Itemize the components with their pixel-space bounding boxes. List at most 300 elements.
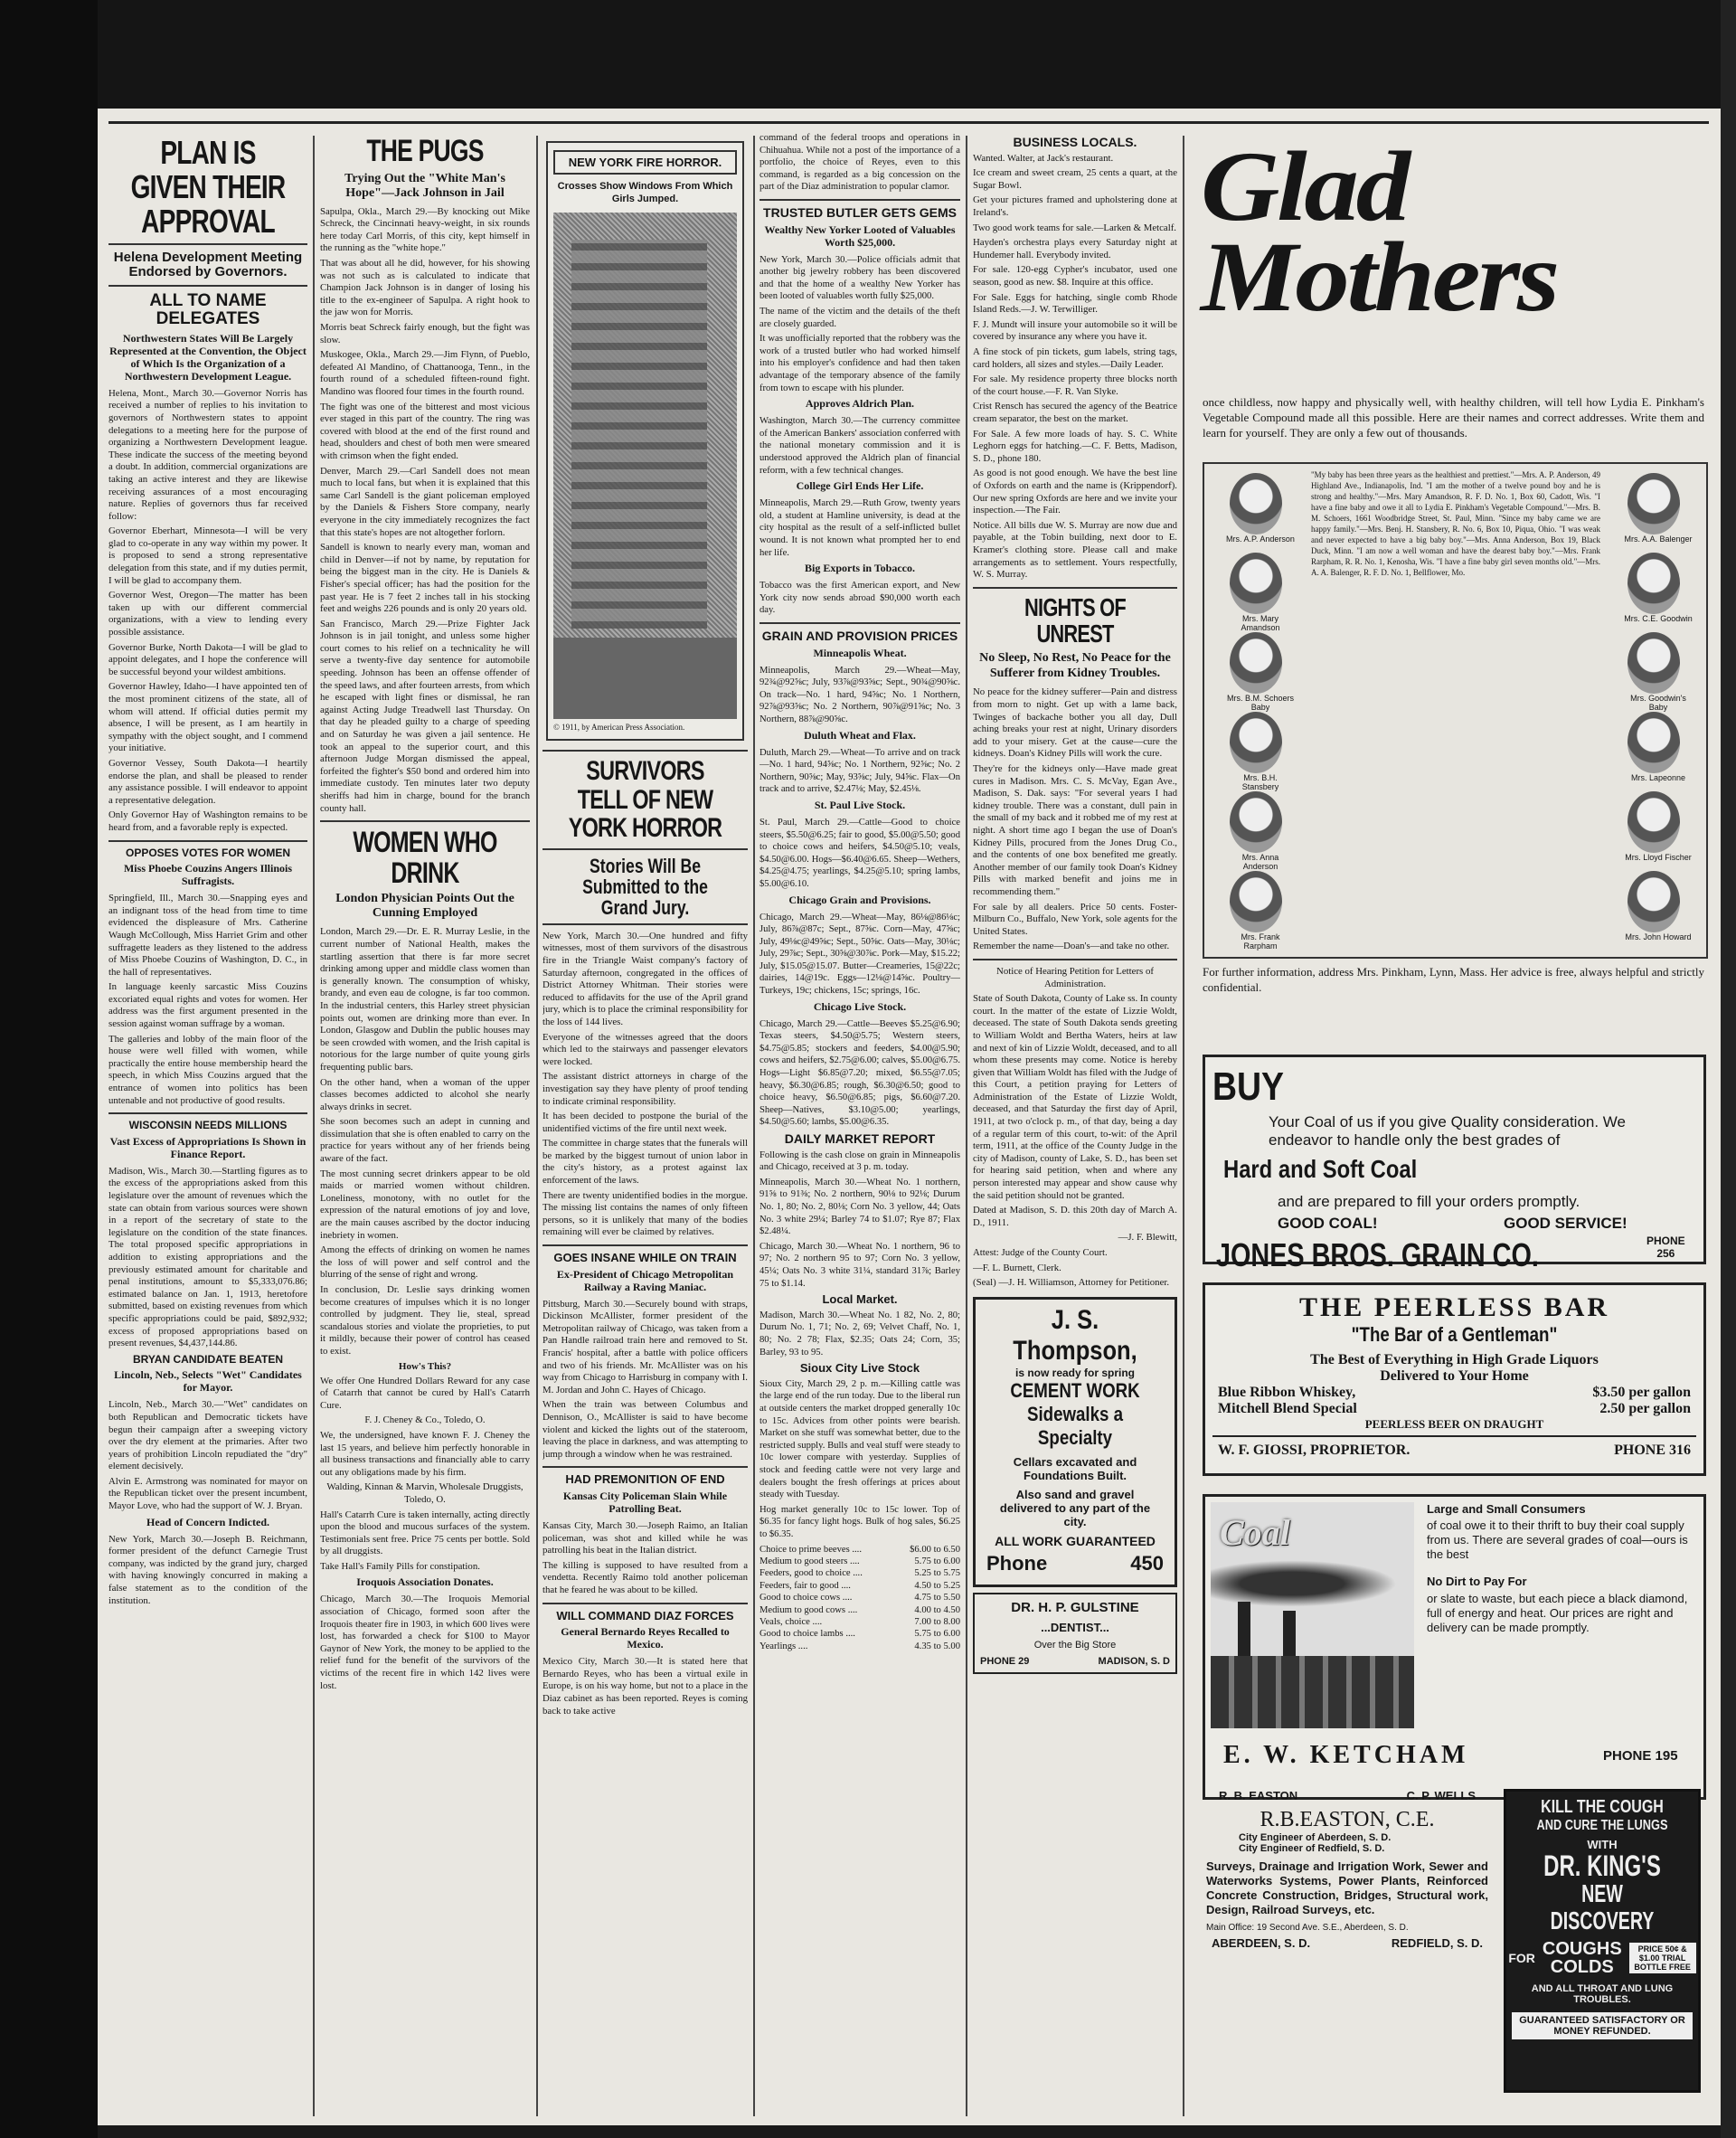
article-text: F. J. Cheney & Co., Toledo, O. <box>364 1414 486 1426</box>
ad-business-name: E. W. KETCHAM <box>1223 1741 1469 1769</box>
local-item: Notice. All bills due W. S. Murray are now due and payable, at the Tobin building, next door to E. Kramer's clothing store. Please call and make arrangements as to settlement. Yours respectfully, W. S. Murray. <box>973 519 1177 581</box>
ad-business-name: JONES BROS. GRAIN CO. <box>1216 1236 1539 1273</box>
divider <box>320 820 530 822</box>
divider <box>542 1603 748 1604</box>
local-item: Hayden's orchestra plays every Saturday night at Hundemer hall. Everybody invited. <box>973 237 1177 260</box>
ad-text: Your Coal of us if you give Quality consideration. We endeavor to handle only the best grades of <box>1269 1113 1626 1149</box>
price-item: Choice to prime beeves .... <box>760 1544 862 1555</box>
article-text: Madison, Wis., March 30.—Startling figures as to the excess of the appropriations asked from this legislature over the amount of revenues which the state can obtain from various sources were shown in a report of the secretary of state to the legislature on the condition of the state finances. The total proposed specific appropriations in addition to existing appropriations and the previously estimated amount for charitable and penal institutions, amount to $5,333,076.86; estimated balance on Jan. 1, 1913, heretofore submitted, based on existing revenues from which specific appropriations could be paid, $892,932; excess of proposed appropriations based on present revenues, $4,437,144.86. <box>108 1165 307 1349</box>
article-text: Helena, Mont., March 30.—Governor Norris has received a number of replies to his invitation to governors of Northwestern states to appoint delegations to a meeting here for the purpose of organizing a Northwestern Development league. These indicate the success of the meeting beyond a doubt. In addition, commercial organizations are taking an active interest and they are likewise receiving assurances of a most encouraging nature. Replies of governors thus far received follow: <box>108 387 307 522</box>
headline: TRUSTED BUTLER GETS GEMS <box>763 204 957 220</box>
legal-notice-text: —F. L. Burnett, Clerk. <box>973 1262 1061 1273</box>
portrait-caption: Mrs. A.A. Balenger <box>1624 534 1693 544</box>
article-text: On the other hand, when a woman of the upper classes becomes addicted to alcohol she nearly always drinks in secret. <box>320 1076 530 1112</box>
price-value: 4.00 to 4.50 <box>914 1604 960 1615</box>
portrait <box>1628 473 1680 534</box>
article-text: New York, March 30.—Police officials admit that another big jewelry robbery has been discovered and that the home of a wealthy New Yorker has been looted of valuables worth fully $25,000. <box>760 254 960 302</box>
portrait <box>1628 871 1680 932</box>
price-row <box>1212 1385 1696 1401</box>
legal-notice-text: Attest: Judge of the County Court. <box>973 1247 1108 1258</box>
ad-text: City Engineer of Redfield, S. D. <box>1239 1843 1385 1854</box>
ad-text: COUGHS <box>1542 1939 1622 1959</box>
ad-row <box>1506 1940 1698 1976</box>
portrait-caption: Mrs. Lapeonne <box>1630 773 1686 782</box>
column-rule <box>536 136 538 2116</box>
legal-notice-text: Dated at Madison, S. D. this 20th day of March A. D., 1911. <box>973 1205 1177 1228</box>
article-text: Governor Vessey, South Dakota—I heartily endorse the plan, and shall be pleased to render any assistance possible. I will endeavor to appoint a representative delegation. <box>108 757 307 806</box>
ad-city: REDFIELD, S. D. <box>1391 1936 1483 1950</box>
portrait-caption: Mrs. Anna Anderson <box>1241 853 1279 871</box>
ad-text: or slate to waste, but each piece a black diamond, full of energy and heat. Our prices are right and delivery can be made promptly. <box>1427 1592 1688 1634</box>
subheadline: Helena Development Meeting Endorsed by Governors. <box>113 250 303 280</box>
ad-price: PRICE 50¢ & $1.00 TRIAL BOTTLE FREE <box>1629 1943 1696 1973</box>
coal-illustration <box>1211 1502 1414 1728</box>
price-item: Yearlings .... <box>760 1641 808 1651</box>
divider <box>973 587 1177 589</box>
article-text: Everyone of the witnesses agreed that the doors which led to the stairways and passenger elevators were locked. <box>542 1031 748 1067</box>
article-text: Lincoln, Neb., March 30.—"Wet" candidates on both Republican and Democratic tickets have begun their campaign after a sweeping victory over the dry element at the primaries. After two years of prohibition Lincoln repudiated the "dry" element decisively. <box>108 1399 307 1472</box>
ad-phone <box>1646 1235 1685 1260</box>
portrait-caption: Mrs. Lloyd Fischer <box>1625 853 1692 862</box>
market-text: Madison, March 30.—Wheat No. 1 82, No. 2, 80; Durum No. 1, 71; No. 2, 69; Velvet Chaff, No. 1, 80; No. 2 78; Flax, $2.35; Oats 24; Corn, 35; Barley, 93 to 95. <box>760 1310 960 1358</box>
legal-notice-text: (Seal) —J. H. Williamson, Attorney for Petitioner. <box>973 1277 1170 1289</box>
column-rule <box>966 136 967 2116</box>
article-text: Alvin E. Armstrong was nominated for mayor on the Republican ticket over the present incumbent, Mayor Love, who had the support of W. J. Bryan. <box>108 1475 307 1512</box>
ad-text: Also sand and gravel delivered to any part of the city. <box>999 1487 1151 1528</box>
article-text: Kansas City, March 30.—Joseph Raimo, an Italian policeman, was shot and killed while he was patrolling his beat in the Italian district. <box>542 1520 748 1556</box>
photo-caption: Crosses Show Windows From Which Girls Jumped. <box>557 181 733 204</box>
headline: DAILY MARKET REPORT <box>784 1131 936 1146</box>
market-text: Chicago, March 29.—Cattle—Beeves $5.25@6.90; Texas steers, $4.50@5.75; Western steers, $4.75@5.85; stockers and feeders, $4.00@5.90; cows and heifers, $2.75@6.00; calves, $5.00@6.75. Hogs—Light $6.85@7.20; mixed, $6.55@7.05; heavy, $6.30@6.85; rough, $6.30@6.50; good to choice heavy, $6.50@6.85; pigs, $6.60@7.20. Sheep—Natives, $3.10@5.00; yearlings, $4.50@5.60; lambs, $5.00@6.35. <box>760 1018 960 1128</box>
price-row <box>760 1641 960 1652</box>
portrait <box>1230 712 1282 773</box>
article-text: Tobacco was the first American export, and New York city now sends abroad $90,000 worth each day. <box>760 581 960 616</box>
portrait <box>1628 632 1680 694</box>
ad-footer <box>1203 1933 1492 1954</box>
coal-illustration-lettering: Coal <box>1220 1512 1290 1553</box>
ad-text: PEERLESS BEER ON DRAUGHT <box>1364 1417 1544 1431</box>
local-item: For Sale. Eggs for hatching, single comb Rhode Island Reds.—J. W. Terwilliger. <box>973 291 1177 316</box>
column-rule <box>313 136 315 2116</box>
ad-text: City Engineer of Aberdeen, S. D. <box>1239 1832 1392 1843</box>
headline: GRAIN AND PROVISION PRICES <box>761 628 958 643</box>
peerless-bar-ad <box>1203 1282 1706 1476</box>
market-text: Minneapolis, March 30.—Wheat No. 1 northern, 91⅝ to 91⅜; No. 2 northern, 90⅛ to 92⅛; Durum No. 1, 80; No. 2, 80⅛; Corn No. 3 yellow, 44; Oats No. 3 white 29¼; Barley 74 to $1.07; Rye 87; Flax $2.48¼. <box>760 1177 960 1237</box>
testimonial-text: "My baby has been three years as the healthiest and prettiest."—Mrs. A. P. Anderson, 49 Highland Ave., Indianapolis, Ind. "I am the mother of a twelve pound boy and he is strong and healthy."—Mrs. Mary Amandson, R. F. D. No. 1, Box 60, Cadott, Wis. "I have a fine baby and owe it all to Lydia E. Pinkham's Vegetable Compound."—Mrs. B. M. Schoers, 1661 Woodbridge Street, St. Paul, Minn. "Since my baby came we are happy family."—Mrs. Benj. H. Stansbery, R. No. 6, Box 10, Piqua, Ohio. "I was weak and never expected to have a big baby boy."—Mrs. Anna Anderson, Box 19, Black Duck, Minn. "I am now a well woman and have the dearest baby boy."—Mrs. Frank Rarpham, R. R. No. 1, Kenosha, Wis. "I have a fine baby girl seven months old."—Mrs. A. A. Balenger, R. F. D. No. 1, Bellflower, Mo. <box>1311 470 1600 577</box>
ad-text: No Dirt to Pay For <box>1427 1575 1527 1588</box>
article-text: Governor Burke, North Dakota—I will be glad to appoint delegates, and I hope the conference will be successful beyond your wildest ambitions. <box>108 641 307 677</box>
ad-text: Sidewalks a Specialty <box>1026 1402 1124 1449</box>
ad-headline: NEW DISCOVERY <box>1550 1879 1655 1935</box>
price-value: $6.00 to 6.50 <box>910 1544 960 1555</box>
article-text: It has been decided to postpone the burial of the unidentified victims of the fire until next week. <box>542 1111 748 1134</box>
market-text: Chicago, March 29.—Wheat—May, 86⅛@86⅛c; July, 86⅞@87c; Sept., 87⅝c. Corn—May, 47⅝c; July, 49⅛c@49⅝c; Sept., 50⅝c. Oats—May, 30⅛c; July, 29⅞c; Sept., 30⅝@30⅞c. Pork—May, $15.22; July, $15.05@15.07. Butter—Creameries, 15@22c; dairies, 14@19c. Eggs—12⅛@14⅝c. Poultry—Turkeys, 19c; chickens, 15c; springs, 16c. <box>760 912 960 997</box>
ad-text: FOR <box>1508 1951 1535 1965</box>
price-item: Medium to good steers .... <box>760 1556 860 1566</box>
article-text: New York, March 30.—Joseph B. Reichmann, former president of the defunct Carnegie Trust company, was indicted by the grand jury, charged with having knowingly concurred in making a false statement as to the condition of the institution. <box>108 1533 307 1606</box>
article-text: Denver, March 29.—Carl Sandell does not mean much to local fans, but when it is explained that this same Carl Sandell is the giant policeman employed by the Daniels & Fishers Store company, nearly everyone in the city immediately recognizes the fact that this state's hopes are not altogether forlorn. <box>320 465 530 538</box>
portrait <box>1230 791 1282 853</box>
article-text: There are twenty unidentified bodies in the morgue. The missing list contains the names of only fifteen persons, so it is unlikely that many of the bodies remaining will ever be claimed by relatives. <box>542 1189 748 1238</box>
article-text: We, the undersigned, have known F. J. Cheney the last 15 years, and believe him perfectly honorable in all business transactions and financially able to carry out any obligations made by his firm. <box>320 1429 530 1478</box>
article-text: Washington, March 30.—The currency committee of the American Bankers' association conferred with the national monetary commission and it is understood approved the Aldrich plan of financial reform, with a few technical changes. <box>760 416 960 476</box>
deck: Stories Will Be Submitted to the Grand Jury. <box>582 854 708 919</box>
subhead: Approves Aldrich Plan. <box>805 397 915 411</box>
legal-notice-title: Notice of Hearing Petition for Letters of Administration. <box>996 965 1154 989</box>
headline: NIGHTS OF UNREST <box>1024 592 1126 648</box>
article-text: The assistant district attorneys in charge of the investigation say they have plenty of proof tending to indicate criminal responsibility. <box>542 1071 748 1107</box>
deck: London Physician Points Out the Cunning Employed <box>335 892 514 921</box>
thompson-ad <box>973 1297 1177 1587</box>
photo-title: NEW YORK FIRE HORROR. <box>553 150 737 175</box>
ad-title: Glad Mothers <box>1201 132 1557 332</box>
article-text: Governor Hawley, Idaho—I have appointed ten of the most prominent citizens of the state, all of whom will attend. If official duties permit my absence, I will be present, as I am heartily in sympathy with the object sought, and I commend your initiative. <box>108 681 307 754</box>
scan-left-border <box>0 0 98 2138</box>
price-row <box>760 1556 960 1567</box>
article-text: When the train was between Columbus and Dennison, O., McAllister is said to have become violent and kicked the lights out of the stateroom, leaving the place in darkness, and was attempting to jump through a window when he was restrained. <box>542 1399 748 1460</box>
deck: Kansas City Policeman Slain While Patrolling Beat. <box>562 1490 728 1516</box>
fire-building-photo <box>553 213 737 719</box>
market-text: Hog market generally 10c to 15c lower. Top of $6.35 for fancy light hogs. Bulk of hog sales, $6.25 to $6.35. <box>760 1504 960 1539</box>
deck: Wealthy New Yorker Looted of Valuables Worth $25,000. <box>764 222 956 249</box>
article-text: command of the federal troops and operations in Chihuahua. While not a post of the importance of a portfolio, the choice of Reyes, even to this command, is regarded as a big concession on the part of the Diaz administration to popular clamor. <box>760 133 960 193</box>
article-text: The most cunning secret drinkers appear to be old maids or married women without children. Loneliness, monotony, with no outlet for the expression of the natural emotions of joy and love, are the main causes ascribed by the doctor inducing inebriety in women. <box>320 1168 530 1241</box>
article-text: She soon becomes such an adept in cunning and dissimulation that she is often enabled to carry on the practice for years without any of her friends being aware of the fact. <box>320 1116 530 1165</box>
article-text: Muskogee, Okla., March 29.—Jim Flynn, of Pueblo, defeated Al Mandino, of Chattanooga, Tenn., in the fourth round of a scheduled fifteen-round fight. Mandino was floored four times in the fourth round. <box>320 349 530 397</box>
market-text: Minneapolis, March 29.—Wheat—May, 92¾@92⅝c; July, 93⅞@93⅝c; Sept., 90¾@90⅝c. On track—No. 1 hard, 94⅝c; No. 1 Northern, 92⅞@93⅝c; No. 2 Northern, 90⅞@91⅝c; No. 3 Northern, 88⅞@90⅝c. <box>760 665 960 724</box>
price-item: Veals, choice .... <box>760 1617 823 1628</box>
headline: GOES INSANE WHILE ON TRAIN <box>553 1251 737 1265</box>
article-text: Hall's Catarrh Cure is taken internally, acting directly upon the blood and mucous surfaces of the system. Testimonials sent free. Price 75 cents per bottle. Sold by all druggists. <box>320 1509 530 1557</box>
ad-text: They're for the kidneys only—Have made great cures in Madison. Mrs. C. S. McVay, Egan Ave., Madison, S. Dak. says: "For several years I had kidney trouble. There was a constant, dull pain in the small of my back and it robbed me of my rest at night. A short time ago I began the use of Doan's Kidney Pills, procured from the Jones Drug Co., and the contents of one box benefited me greatly. Another member of our family took Doan's Kidney Pills with marked benefit and joins me in recommending them." <box>973 763 1177 897</box>
portrait-caption: Mrs. John Howard <box>1625 932 1692 941</box>
proprietor: W. F. GIOSSI, PROPRIETOR. <box>1218 1443 1410 1458</box>
subhead: Minneapolis Wheat. <box>813 646 907 659</box>
divider <box>542 923 748 925</box>
price-value: 5.75 to 6.00 <box>914 1629 960 1640</box>
portrait-caption: Mrs. B.H. Stansbery <box>1241 773 1279 791</box>
price-row <box>760 1544 960 1556</box>
price-item: Feeders, fair to good .... <box>760 1580 851 1591</box>
article-text: Sapulpa, Okla., March 29.—By knocking out Mike Schreck, the Cincinnati heavy-weight, in six rounds here today Carl Morris, of this city, kept himself in the running as the "white hope." <box>320 205 530 254</box>
column-1 <box>108 132 307 2117</box>
ad-text: CEMENT WORK <box>1010 1378 1140 1402</box>
ad-text: For sale by all dealers. Price 50 cents. Foster-Milburn Co., Buffalo, New York, sole agents for the United States. <box>973 901 1177 937</box>
ad-city: MADISON, S. D <box>1098 1655 1170 1667</box>
portrait <box>1230 871 1282 932</box>
article-text: New York, March 30.—One hundred and fifty witnesses, most of them survivors of the disastrous fire in the Triangle Waist company's factory of Saturday afternoon, congregated in the offices of District Attorney Whitman. Their stories were reduced to affidavits for the use of the April grand jury, which is to place the criminal responsibility for the loss of 144 lives. <box>542 930 748 1027</box>
market-text: Sioux City, March 29, 2 p. m.—Killing cattle was the large end of the run today. Due to the liberal run at outside centers the market dropped generally 10c to 15c. Advices from other points were bearish. Market on she stuff was somewhat better, due to the restricted supply. Bulls and veal stuff were steady to 10c lower compare with yesterday. Supplies of stock and feeding cattle were not very large and dealers bought the fresh offerings at prices about steady with Tuesday. <box>760 1378 960 1500</box>
price-row <box>1212 1401 1696 1417</box>
divider <box>542 1244 748 1246</box>
local-item: Ice cream and sweet cream, 25 cents a quart, at the Sugar Bowl. <box>973 167 1177 191</box>
headline: SURVIVORS TELL OF NEW YORK HORROR <box>568 756 722 843</box>
column-rule <box>1183 136 1184 2116</box>
headline: WISCONSIN NEEDS MILLIONS <box>128 1119 288 1132</box>
item-price: $3.50 per gallon <box>1592 1385 1691 1400</box>
deck: Trying Out the "White Man's Hope"—Jack Johnson in Jail <box>344 171 505 200</box>
photo-box <box>546 141 744 741</box>
price-row <box>760 1580 960 1592</box>
subhead: St. Paul Live Stock. <box>814 798 906 811</box>
local-item: For sale. My residence property three blocks north of the court house.—F. R. Van Slyke. <box>973 374 1177 397</box>
market-text: Following is the cash close on grain in Minneapolis and Chicago, received at 3 p. m. today. <box>760 1149 960 1173</box>
local-item: A fine stock of pin tickets, gum labels, string tags, card holders, all sizes and styles.—Daily Leader. <box>973 346 1177 370</box>
ad-text: GOOD SERVICE! <box>1504 1215 1628 1232</box>
price-value: 4.35 to 5.00 <box>914 1641 960 1651</box>
price-item: Medium to good cows .... <box>760 1604 858 1615</box>
phone-number: 256 <box>1656 1247 1675 1260</box>
local-item: Wanted. Walter, at Jack's restaurant. <box>973 152 1114 164</box>
ad-text: of coal owe it to their thrift to buy their coal supply from us. There are several grades of coal—ours is the best <box>1427 1518 1688 1561</box>
portrait <box>1628 791 1680 853</box>
ad-phone: PHONE 316 <box>1614 1443 1691 1458</box>
legal-notice-text: —J. F. Blewitt, <box>1118 1232 1177 1244</box>
article-text: The name of the victim and the details of the theft are closely guarded. <box>760 307 960 329</box>
ad-footer <box>1212 1435 1696 1459</box>
article-text: Walding, Kinnan & Marvin, Wholesale Druggists, Toledo, O. <box>326 1481 524 1505</box>
subhead: Head of Concern Indicted. <box>146 1515 269 1528</box>
article-text: In language keenly sarcastic Miss Couzins excoriated equal rights and votes for women. Her address was the first argument presented in the session against woman suffrage by a woman. <box>108 981 307 1030</box>
ad-text: COLDS <box>1550 1957 1614 1977</box>
headline: WOMEN WHO DRINK <box>353 826 497 889</box>
deck: Ex-President of Chicago Metropolitan Railway a Raving Maniac. <box>556 1267 734 1293</box>
ad-business-name: J. S. Thompson, <box>1013 1304 1137 1366</box>
ad-text: Over the Big Store <box>1033 1639 1117 1651</box>
item-name: Blue Ribbon Whiskey, <box>1218 1385 1356 1400</box>
ad-text <box>1543 1940 1622 1976</box>
portrait <box>1628 553 1680 614</box>
divider <box>108 243 307 245</box>
divider <box>108 840 307 842</box>
market-text: Duluth, March 29.—Wheat—To arrive and on track—No. 1 hard, 94⅝c; No. 1 Northern, 92⅝c; No. 2 Northern, 90⅝c; May, 93⅝c; July, 94⅝c. Flax—On track and to arrive, $2.47⅛; May, $2.45⅛. <box>760 747 960 795</box>
divider <box>542 1466 748 1468</box>
ad-text: Large and Small Consumers <box>1427 1502 1586 1516</box>
scan-top-border <box>98 0 1721 109</box>
ad-headline: Hard and Soft Coal <box>1223 1155 1418 1183</box>
newspaper-page <box>98 109 1721 2125</box>
portrait <box>1230 553 1282 614</box>
local-item: F. J. Mundt will insure your automobile so it will be covered by insurance any where you have it. <box>973 318 1177 343</box>
column-3 <box>542 132 748 2117</box>
local-item: Crist Rensch has secured the agency of the Beatrice cream separator, the best on the market. <box>973 401 1177 424</box>
partner-name: R. B. EASTON <box>1219 1789 1298 1802</box>
subhead: Local Market. <box>822 1292 898 1307</box>
ad-guarantee: GUARANTEED SATISFACTORY OR MONEY REFUNDED. <box>1512 2012 1693 2039</box>
deck: Miss Phoebe Couzins Angers Illinois Suffragists. <box>123 862 293 888</box>
market-text: Chicago, March 30.—Wheat No. 1 northern, 96 to 97; No. 2 northern 95 to 97; Corn No. 3 yellow, 45¼; Oats No. 3 white 31¼, standard 31⅞; Barley 75 to $1.14. <box>760 1241 960 1289</box>
price-value: 5.25 to 5.75 <box>914 1568 960 1579</box>
partner-name: C. P. WELLS <box>1406 1789 1476 1802</box>
ad-header <box>1203 1789 1492 1802</box>
price-row <box>760 1592 960 1604</box>
easton-engineer-ad <box>1203 1789 1492 2087</box>
ketcham-coal-ad <box>1203 1494 1706 1800</box>
portrait-caption: Mrs. C.E. Goodwin <box>1624 614 1693 623</box>
divider <box>973 959 1177 960</box>
scan-right-border <box>1721 0 1736 2138</box>
subhead: Sioux City Live Stock <box>799 1361 920 1376</box>
portrait <box>1230 473 1282 534</box>
headline: HAD PREMONITION OF END <box>565 1472 725 1487</box>
subhead: College Girl Ends Her Life. <box>796 479 924 493</box>
ad-phone: PHONE 29 <box>980 1655 1030 1667</box>
deck: Vast Excess of Appropriations Is Shown in Finance Report. <box>109 1134 307 1160</box>
article-text: We offer One Hundred Dollars Reward for any case of Catarrh that cannot be cured by Hall's Catarrh Cure. <box>320 1375 530 1411</box>
subhead: Chicago Grain and Provisions. <box>788 893 931 906</box>
article-text: Governor Eberhart, Minnesota—I will be very glad to co-operate in any way within my power. It is proposed to send a strong representative delegation from this state, and if my duties permit, I will be glad to accompany them. <box>108 525 307 586</box>
subhead: Big Exports in Tobacco. <box>804 562 916 575</box>
ad-business-name: DR. H. P. GULSTINE <box>1011 1599 1139 1615</box>
ad-text: The Best of Everything in High Grade Liquors <box>1310 1352 1599 1367</box>
article-text: That was about all he did, however, for his showing was not such as is calculated to indicate that Champion Jack Johnson is in danger of losing his title to the ex-engineer of Sapulpa. A right hook to the jaw won for Morris. <box>320 258 530 318</box>
portrait-caption: Mrs. Mary Amandson <box>1241 614 1280 632</box>
ad-text: once childless, now happy and physically well, with healthy children, will tell how Lydia E. Pinkham's Vegetable Compound made all this possible. Here are their names and correct addresses. Write them and learn for yourself. They are only a few out of thousands. <box>1203 395 1704 440</box>
price-value: 7.00 to 8.00 <box>914 1617 960 1628</box>
price-item: Feeders, good to choice .... <box>760 1568 863 1579</box>
portrait-caption: Mrs. B.M. Schoers Baby <box>1226 694 1294 712</box>
article-text: Take Hall's Family Pills for constipation. <box>320 1560 480 1572</box>
column-4 <box>760 132 960 2117</box>
local-item: As good is not good enough. We have the best line of Oxfords on earth and the name is (Krippendorf). Our new spring Oxfords are here and we invite your inspection.—The Fair. <box>973 468 1177 516</box>
price-row <box>760 1604 960 1616</box>
column-2 <box>320 132 530 2117</box>
article-text: In conclusion, Dr. Leslie says drinking women become creatures of impulses which it is no longer controlled by judgment. They lie, steal, spread scandalous stories and violate the proprieties, to put it mildly, because their power of control has ceased to exist. <box>320 1284 530 1357</box>
divider <box>760 199 960 201</box>
price-row <box>760 1616 960 1628</box>
portrait <box>1628 712 1680 773</box>
ad-text: GOOD COAL! <box>1278 1215 1378 1232</box>
ad-text: KILL THE COUGH <box>1541 1797 1664 1817</box>
article-text: Among the effects of drinking on women he names the loss of will power and self control and the blurring of the sense of right and wrong. <box>320 1244 530 1281</box>
price-value: 5.75 to 6.00 <box>914 1556 960 1566</box>
market-text: St. Paul, March 29.—Cattle—Good to choice steers, $5.50@6.25; fair to good, $5.00@5.50; good to choice cows and heifers, $4.50@5.10; veals, $4.50@6.00. Hogs—$6.40@6.65. Sheep—Wethers, $4.25@4.75; yearlings, $4.25@5.10; spring lambs, $5.00@6.10. <box>760 817 960 889</box>
article-text: San Francisco, March 29.—Prize Fighter Jack Johnson is in jail tonight, and unless some higher court comes to his relief on a technicality he will serve a twenty-five day sentence for automobile speeding. Johnson has been an offense offender of the speed laws, and after fourteen arrests, from which he escaped with light fines or dismissal, he ran against Acting Judge Treadwell last Thursday. On that day he pleaded guilty to a charge of speeding and on Saturday he was given a jail sentence. He took an appeal to the superior court, and this afternoon Judge Morgan dismissed the appeal, forfeited the fighter's $50 bond and ordered him into immediate custody. Ten minutes later two deputy sheriffs had him in charge, bound for the branch county hall. <box>320 618 530 814</box>
article-text: Chicago, March 30.—The Iroquois Memorial association of Chicago, formed soon after the Iroquois theater fire in 1903, in which 600 lives were lost, has forwarded a check for $100 to Mayor Gaynor of New York, the money to be applied to the relief fund for the benefit of the survivors of the victims of the recent fire in which 142 lives were lost. <box>320 1594 530 1691</box>
divider <box>542 848 748 850</box>
subhead: Iroquois Association Donates. <box>356 1575 494 1589</box>
price-value: 4.50 to 5.25 <box>914 1580 960 1591</box>
article-text: Morris beat Schreck fairly enough, but the fight was slow. <box>320 322 530 345</box>
article-text: Minneapolis, March 29.—Ruth Grow, twenty years old, a student at Hamline university, is dead at the city hospital as the result of a self-inflicted bullet wound. It is not known what prompted her to end her life. <box>760 498 960 558</box>
portrait-caption: Mrs. Frank Rarpham <box>1241 932 1280 951</box>
divider <box>542 750 748 752</box>
portrait-caption: Mrs. A.P. Anderson <box>1226 534 1295 544</box>
subhead-delegates: ALL TO NAME DELEGATES <box>149 290 267 328</box>
ad-city: ABERDEEN, S. D. <box>1212 1936 1311 1950</box>
article-text: It was unofficially reported that the robbery was the work of a trusted butler who had worked himself into his employer's confidence and had then taken advantage of the temporary absence of the family from town to escape with his plunder. <box>760 334 960 393</box>
headline: OPPOSES VOTES FOR WOMEN <box>125 846 291 859</box>
article-text: Only Governor Hay of Washington remains to be heard from, and a favorable reply is expected. <box>108 809 307 833</box>
headline: THE PUGS <box>366 134 484 168</box>
local-item: For sale. 120-egg Cypher's incubator, used one season, good as new. $8. Inquire at this office. <box>973 264 1177 289</box>
article-text: London, March 29.—Dr. E. R. Murray Leslie, in the current number of National Health, makes the startling assertion that there is far more secret drinking among upper and middle class women than is generally known. The consumption of whisky, brandy, and even eau de cologne, is far too common. In the industrial centers, this Harley street physician points out, women are drinking more than ever. In London, Glasgow and Dublin the public houses may be seen crowded with women, and the Irish capital is notorious for the large number of quite young girls frequenting public bars. <box>320 926 530 1073</box>
portrait-caption: Mrs. Goodwin's Baby <box>1630 694 1686 712</box>
ad-phone <box>981 1548 1169 1579</box>
local-item: For Sale. A few more loads of hay. S. C. White Leghorn eggs for hatching.—C. F. Betts, Madison, S. D., phone 180. <box>973 428 1177 464</box>
ad-business-name: R.B.EASTON, C.E. <box>1260 1808 1435 1831</box>
subhead: How's This? <box>398 1360 452 1372</box>
local-item: Two good work teams for sale.—Larken & Metcalf. <box>973 222 1177 233</box>
price-item: Good to choice lambs .... <box>760 1629 855 1640</box>
ad-text: Cellars excavated and Foundations Built. <box>1013 1454 1137 1482</box>
subhead: Chicago Live Stock. <box>813 999 907 1013</box>
deck: No Sleep, No Rest, No Peace for the Sufferer from Kidney Troubles. <box>979 651 1171 681</box>
ad-text: Remember the name—Doan's—and take no other. <box>973 941 1170 952</box>
article-text: Pittsburg, March 30.—Securely bound with straps, Dickinson McAllister, former president of the Metropolitan railway of Chicago, was taken from a Pan Handle railroad train here and removed to St. Francis' hospital, after a battle with police officers and two of his friends. Mr. McAllister was on his way from Chicago to Harrisburg in company with I. M. Jordan and John C. Hayes of Chicago. <box>542 1298 748 1395</box>
jones-coal-ad <box>1203 1055 1706 1273</box>
ad-text: AND CURE THE LUNGS <box>1536 1818 1668 1833</box>
dentist-ad <box>973 1593 1177 1674</box>
ad-title: BUY <box>1212 1064 1284 1109</box>
ad-subtitle: "The Bar of a Gentleman" <box>1351 1323 1558 1346</box>
headline: BRYAN CANDIDATE BEATEN <box>132 1352 283 1366</box>
ad-text: Main Office: 19 Second Ave. S.E., Aberdeen, S. D. <box>1206 1923 1409 1933</box>
ad-text: WITH <box>1587 1838 1618 1851</box>
deck: Lincoln, Neb., Selects "Wet" Candidates for Mayor. <box>114 1368 302 1395</box>
headline: WILL COMMAND DIAZ FORCES <box>556 1608 734 1622</box>
portrait-panel <box>1203 462 1708 959</box>
article-text: Governor West, Oregon—The matter has been taken up with our different commercial organizations, with a view to lending every possible assistance. <box>108 590 307 639</box>
article-text: Springfield, Ill., March 30.—Snapping eyes and an indignant toss of the head from time to time evidenced the displeasure of Mrs. Catherine Waugh McCollough, Miss Harriet Grim and other suffragette leaders as they listened to the address of Miss Phoebe Couzins of Washington, D. C., in the hall of representatives. <box>108 893 307 978</box>
article-text: The killing is supposed to have resulted from a vendetta. Recently Raimo told another policeman that he feared he was about to be killed. <box>542 1559 748 1595</box>
divider <box>760 622 960 624</box>
deck: General Bernardo Reyes Recalled to Mexico. <box>561 1625 730 1651</box>
price-row <box>760 1628 960 1640</box>
ad-text: Surveys, Drainage and Irrigation Work, Sewer and Waterworks Systems, Power Plants, Reinforced Concrete Construction, Bridges, Structural work, Design, Railroad Surveys, etc. <box>1206 1859 1488 1916</box>
ad-text: ALL WORK GUARANTEED <box>995 1533 1156 1548</box>
ad-text: and are prepared to fill your orders promptly. <box>1278 1193 1580 1210</box>
ad-text: AND ALL THROAT AND LUNG TROUBLES. <box>1531 1983 1674 2005</box>
dr-king-ad <box>1504 1789 1701 2093</box>
top-rule <box>108 121 1709 124</box>
deck: Northwestern States Will Be Largely Represented at the Convention, the Object of Which Is the Organization of a Northwestern Development League. <box>109 331 307 383</box>
article-text: Sandell is known to nearly every man, woman and child in Denver—if not by name, by reputation for being the biggest man in the city. He is Daniels & Fisher's special officer; has had the position for the past year. He is 7 feet 2 inches tall in his stocking feet and weighs 226 pounds and is only 20 years old. <box>320 542 530 615</box>
headline: BUSINESS LOCALS. <box>1013 135 1137 149</box>
divider <box>108 285 307 287</box>
legal-notice-text: State of South Dakota, County of Lake ss. In county court. In the matter of the estate of Lizzie Woldt, deceased. The state of South Dakota sends greeting to William Woldt and Bertha Waters, heirs at law and next of kin of Lizzie Woldt, deceased, and to all whom these presents may come. Notice is hereby given that William Woldt has filed with the Judge of this Court, a petition praying for Letters of Administration of the Estate of Lizzie Woldt, deceased, and that Saturday the first day of April, 1911, at two o'clock p. m., of that day, being a day of a regular term of this court, to-wit: of the April term, 1911, at the office of the County Judge in the city of Madison, county of Lake, S. D., has been set for hearing said petition, when and where any person interested may appear and show cause why the said petition should not be granted. <box>973 993 1177 1201</box>
ad-footer <box>980 1656 1170 1667</box>
item-name: Mitchell Blend Special <box>1218 1401 1357 1416</box>
divider <box>108 1112 307 1114</box>
ad-title: THE PEERLESS BAR <box>1298 1292 1610 1322</box>
ad-text: Delivered to Your Home <box>1380 1368 1529 1384</box>
photo-credit: © 1911, by American Press Association. <box>553 723 685 732</box>
item-price: 2.50 per gallon <box>1599 1401 1691 1416</box>
ad-phone: PHONE 195 <box>1603 1748 1678 1764</box>
phone-label: Phone <box>986 1551 1048 1575</box>
local-item: Get your pictures framed and upholstering done at Ireland's. <box>973 194 1177 219</box>
price-value: 4.75 to 5.50 <box>914 1593 960 1604</box>
article-text: The galleries and lobby of the main floor of the house were well filled with women, while practically the entire house membership heard the speech, in which Miss Couzins argued that the entrance of women into politics has been untenable and not productive of good results. <box>108 1033 307 1106</box>
price-row <box>760 1567 960 1579</box>
headline: PLAN IS GIVEN THEIR APPROVAL <box>130 134 286 240</box>
phone-number: 450 <box>1130 1551 1164 1575</box>
pinkham-ad <box>1192 132 1712 1036</box>
phone-label: PHONE <box>1646 1235 1685 1247</box>
ad-text: is now ready for spring <box>1014 1366 1136 1379</box>
column-5 <box>973 132 1177 2117</box>
article-text: The committee in charge states that the funerals will be marked by the biggest turnout of union labor in the city's history, as a protest against lax enforcement of the laws. <box>542 1138 748 1187</box>
column-6-ads <box>1192 132 1712 2117</box>
ad-text: ...DENTIST... <box>1041 1620 1109 1634</box>
portrait <box>1230 632 1282 694</box>
ketcham-text <box>1427 1502 1689 1635</box>
ad-text: No peace for the kidney sufferer—Pain and distress from morn to night. Get up with a lame back, Twinges of backache bother you all day, Dull aching breaks your rest at night, Urinary disorders add to your misery. Get at the cause—cure the kidneys. Doan's Kidney Pills will work the cure. <box>973 686 1177 760</box>
price-table <box>760 1544 960 1653</box>
article-text: Mexico City, March 30.—It is stated here that Bernardo Reyes, who has been a virtual exile in Europe, is on his way home, but not to a place in the Diaz cabinet as has been reported. Reyes is coming back to take active <box>542 1656 748 1717</box>
column-rule <box>753 136 755 2116</box>
